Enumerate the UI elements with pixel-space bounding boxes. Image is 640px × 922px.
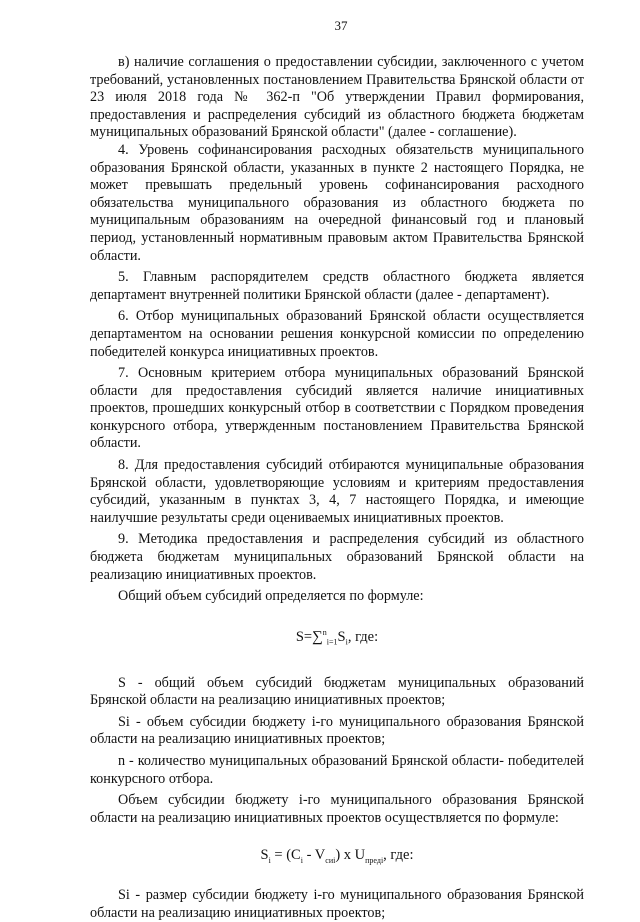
paragraph-volume-formula-intro: Объем субсидии бюджету i-го муниципального образования Брянской области на реализацию инициативных проектов осуществляется по формуле: <box>90 792 584 826</box>
definition-S: S - общий объем субсидий бюджетам муниципальных образований Брянской области на реализацию инициативных проектов; <box>90 674 584 709</box>
formula-lhs: S= <box>295 628 313 645</box>
formula2-c-index: i <box>300 856 303 866</box>
paragraph-7: 7. Основным критерием отбора муниципальных образований Брянской области для предоставления субсидий является наличие инициативных проектов, прошедших конкурсный отбор в соответствии с Порядком проведения конкурсного отбора, утвержденным постановлением Правительства Брянской области. <box>90 365 584 452</box>
formula-term-index: i <box>345 637 348 647</box>
paragraph-8: 8. Для предоставления субсидий отбираются муниципальные образования Брянской области, удовлетворяющие условиям и критериям предоставления субсидий, указанным в пунктах 3, 4, 7 настоящего Порядка, и имеющие наилучшие результаты среди оцениваемых инициативных проектов. <box>90 457 584 526</box>
definition-n: n - количество муниципальных образований Брянской области- победителей конкурсного отбора. <box>90 752 584 787</box>
sigma-lower-limit: i=1 <box>326 637 338 647</box>
definition-Si-size: Si - размер субсидии бюджету i-го муниципального образования Брянской области на реализацию инициативных проектов; <box>90 887 584 921</box>
formula-subsidy-i <box>90 847 584 865</box>
sigma-upper-limit: n <box>322 627 327 637</box>
formula2-u-index: предi <box>365 856 384 866</box>
paragraph-total-formula-intro: Общий объем субсидий определяется по формуле: <box>118 588 424 605</box>
formula-total-subsidy <box>90 628 584 647</box>
paragraph-9: 9. Методика предоставления и распределения субсидий из областного бюджета бюджетам муниципальных образований Брянской области на реализацию инициативных проектов. <box>90 531 584 583</box>
formula2-lhs: S <box>260 847 269 864</box>
formula2-eq: = (C <box>270 847 301 864</box>
paragraph-4: 4. Уровень софинансирования расходных обязательств муниципального образования Брянской области, указанных в пункте 2 настоящего Порядка, не может превышать предельный уровень софинансирования расходного обязательства муниципального образования из областного бюджета по муниципальным образованиям на очередной финансовый год и плановый период, установленный нормативным правовым актом Правительства Брянской области. <box>90 141 584 264</box>
formula2-lhs-index: i <box>268 856 271 866</box>
page-number: 37 <box>334 18 348 33</box>
formula-tail: , где: <box>347 628 379 645</box>
formula2-tail: , где: <box>383 847 414 864</box>
formula-term: S <box>337 628 346 645</box>
formula2-v-index: сиi <box>325 856 336 866</box>
paragraph-3v: в) наличие соглашения о предоставлении субсидии, заключенного с учетом требований, установленных постановлением Правительства Брянской области от 23 июля 2018 года № 362-п "Об утверждении Правил формирования, предоставления и распределения субсидий из областного бюджета бюджетам муниципальных образований Брянской области" (далее - соглашение). <box>90 54 584 141</box>
paragraph-5: 5. Главным распорядителем средств областного бюджета является департамент внутренней политики Брянской области (далее - департамент). <box>90 269 584 303</box>
paragraph-6: 6. Отбор муниципальных образований Брянской области осуществляется департаментом на основании решения конкурсной комиссии по определению победителей конкурса инициативных проектов. <box>90 308 584 360</box>
formula2-minus: - V <box>302 847 326 864</box>
definition-Si: Si - объем субсидии бюджету i-го муниципального образования Брянской области на реализацию инициативных проектов; <box>90 713 584 748</box>
sigma-symbol: ∑ <box>312 628 323 645</box>
formula2-mid: ) x U <box>335 847 366 864</box>
